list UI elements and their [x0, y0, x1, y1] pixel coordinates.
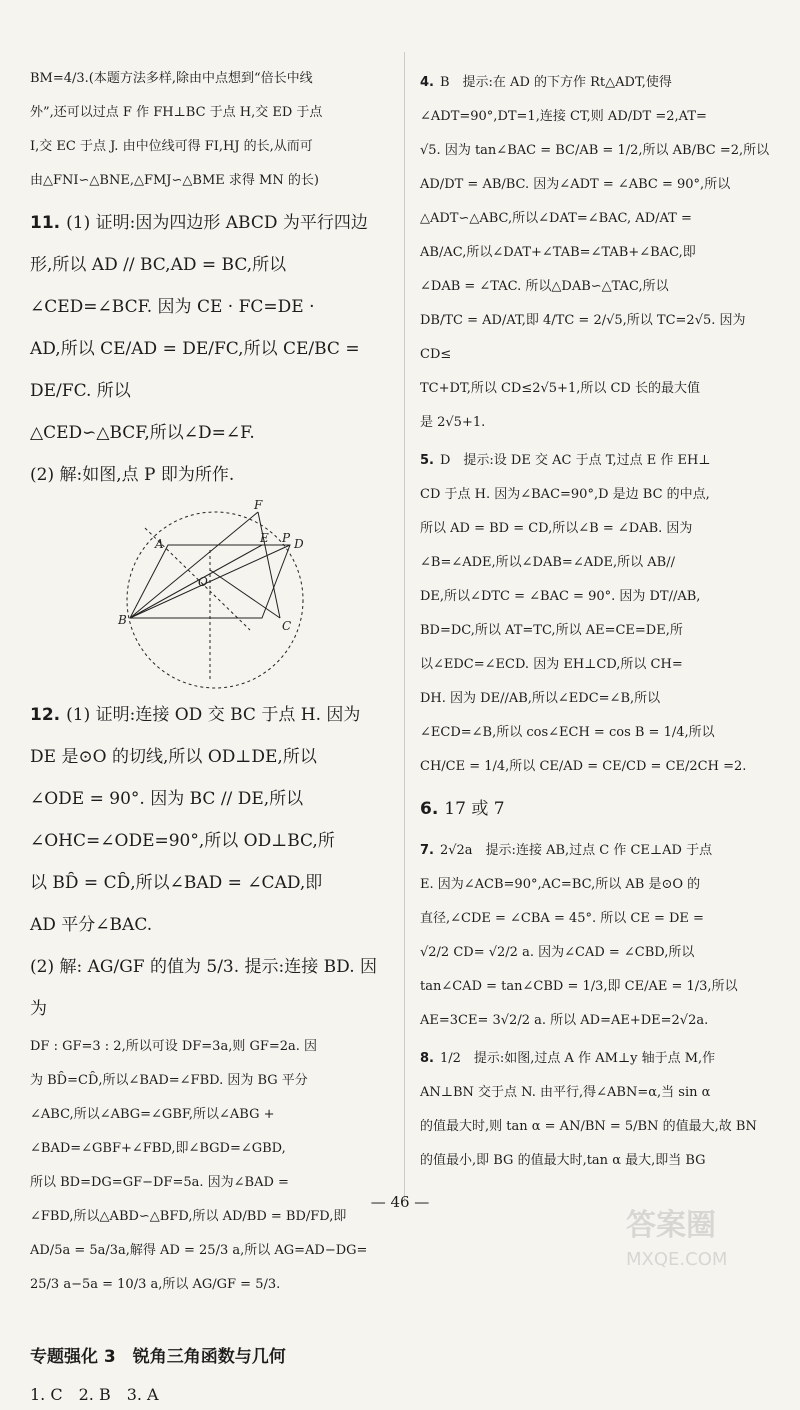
text-line: tan∠CAD = tan∠CBD = 1/3,即 CE/AE = 1/3,所以: [420, 979, 738, 994]
text-line: ∠B=∠ADE,所以∠DAB=∠ADE,所以 AB//: [420, 555, 675, 570]
text-line: 是 2√5+1.: [420, 415, 486, 430]
right-column: [420, 62, 780, 1178]
question-7: [420, 834, 780, 1038]
label-e: E: [260, 531, 269, 545]
text-line: 直径,∠CDE = ∠CBA = 45°. 所以 CE = DE =: [420, 911, 704, 926]
question-4: [420, 66, 780, 440]
geometry-figure: [110, 500, 320, 690]
label-p: P: [282, 531, 291, 545]
text-line: √2/2 CD= √2/2 a. 因为∠CAD = ∠CBD,所以: [420, 945, 695, 960]
text-line: AE=3CE= 3√2/2 a. 所以 AD=AE+DE=2√2a.: [420, 1013, 709, 1028]
text-line: (2) 解: AG/GF 的值为 5/3. 提示:连接 BD. 因为: [30, 957, 378, 1019]
text-line: AB/AC,所以∠DAT+∠TAB=∠TAB+∠BAC,即: [420, 245, 696, 260]
text-line: △CED∽△BCF,所以∠D=∠F.: [30, 423, 255, 443]
text-line: △ADT∽△ABC,所以∠DAT=∠BAC, AD/AT =: [420, 211, 692, 226]
text-line: 的值最小,即 BG 的值最大时,tan α 最大,即当 BG: [420, 1153, 706, 1168]
label-d: D: [294, 537, 304, 551]
label-f: F: [254, 500, 263, 512]
text-line: AN⊥BN 交于点 N. 由平行,得∠ABN=α,当 sin α: [420, 1085, 711, 1100]
hint-line: 所以 BD=DG=GF−DF=5a. 因为∠BAD =: [30, 1175, 289, 1190]
text-line: ∠OHC=∠ODE=90°,所以 OD⊥BC,所: [30, 831, 335, 851]
question-11: [30, 202, 392, 496]
text-line: ∠CED=∠BCF. 因为 CE · FC=DE ·: [30, 297, 315, 317]
text-line: √5. 因为 tan∠BAC = BC/AB = 1/2,所以 AB/BC =2,所以: [420, 143, 770, 158]
watermark-logo: [616, 1195, 786, 1275]
text-line: DB/TC = AD/AT,即 4/TC = 2/√5,所以 TC=2√5. 因为 CD≤: [420, 313, 746, 362]
text-line: 形,所以 AD // BC,AD = BC,所以: [30, 255, 287, 275]
question-number: 7.: [420, 843, 434, 858]
text-line: ∠ADT=90°,DT=1,连接 CT,则 AD/DT =2,AT=: [420, 109, 707, 124]
question-number: 11.: [30, 213, 61, 233]
segment-be: [130, 545, 262, 618]
text-line: TC+DT,所以 CD≤2√5+1,所以 CD 长的最大值: [420, 381, 700, 396]
watermark-text: 答案圈: [626, 1208, 716, 1243]
text-line: (1) 证明:连接 OD 交 BC 于点 H. 因为: [66, 705, 361, 725]
text-line: AD/DT = AB/BC. 因为∠ADT = ∠ABC = 90°,所以: [420, 177, 731, 192]
section-title: 专题强化 3 锐角三角函数与几何: [30, 1347, 286, 1367]
question-8: [420, 1042, 780, 1178]
text-line: BD=DC,所以 AT=TC,所以 AE=CE=DE,所: [420, 623, 683, 638]
text-line: CD 于点 H. 因为∠BAC=90°,D 是边 BC 的中点,: [420, 487, 710, 502]
question-number: 8.: [420, 1051, 434, 1066]
text-line: 以 BD̑ = CD̑,所以∠BAD = ∠CAD,即: [30, 873, 323, 893]
text-line: (2) 解:如图,点 P 即为所作.: [30, 465, 235, 485]
segment-fb: [130, 512, 258, 618]
label-c: C: [282, 619, 292, 633]
text-line: 的值最大时,则 tan α = AN/BN = 5/BN 的值最大,故 BN: [420, 1119, 757, 1134]
question-number: 12.: [30, 705, 61, 725]
column-divider: [404, 52, 405, 1202]
text-line: 1/2 提示:如图,过点 A 作 AM⊥y 轴于点 M,作: [439, 1051, 716, 1066]
text-line: DE 是⊙O 的切线,所以 OD⊥DE,所以: [30, 747, 317, 767]
text-line: ∠DAB = ∠TAC. 所以△DAB∽△TAC,所以: [420, 279, 669, 294]
hint-line: 25/3 a−5a = 10/3 a,所以 AG/GF = 5/3.: [30, 1277, 281, 1292]
text-line: 2√2a 提示:连接 AB,过点 C 作 CE⊥AD 于点: [439, 843, 713, 858]
label-o: O: [198, 575, 208, 589]
hint-line: 为 BD̑=CD̑,所以∠BAD=∠FBD. 因为 BG 平分: [30, 1073, 308, 1088]
intro-block: [30, 62, 392, 198]
text-line: CH/CE = 1/4,所以 CE/AD = CE/CD = CE/2CH =2.: [420, 759, 747, 774]
text-line: 17 或 7: [444, 799, 505, 819]
hint-line: ∠ABC,所以∠ABG=∠GBF,所以∠ABG +: [30, 1107, 275, 1122]
hint-line: ∠BAD=∠GBF+∠FBD,即∠BGD=∠GBD,: [30, 1141, 286, 1156]
label-a: A: [155, 537, 164, 551]
hint-line: ∠FBD,所以△ABD∽△BFD,所以 AD/BD = BD/FD,即: [30, 1209, 347, 1224]
question-6: [420, 788, 780, 830]
segment-oc: [210, 570, 280, 618]
text-line: I,交 EC 于点 J. 由中位线可得 FI,HJ 的长,从而可: [30, 139, 313, 154]
question-number: 5.: [420, 453, 434, 468]
label-b: B: [118, 613, 127, 627]
text-line: AD,所以 CE/AD = DE/FC,所以 CE/BC = DE/FC. 所以: [30, 339, 360, 401]
question-5: [420, 444, 780, 784]
text-line: DE,所以∠DTC = ∠BAC = 90°. 因为 DT//AB,: [420, 589, 701, 604]
question-number: 6.: [420, 799, 439, 819]
text-line: 所以 AD = BD = CD,所以∠B = ∠DAB. 因为: [420, 521, 693, 536]
text-line: AD 平分∠BAC.: [30, 915, 153, 935]
hint-line: AD/5a = 5a/3a,解得 AD = 25/3 a,所以 AG=AD−DG=: [30, 1243, 368, 1258]
text-line: ∠ODE = 90°. 因为 BC // DE,所以: [30, 789, 304, 809]
watermark-url: MXQE.COM: [626, 1249, 728, 1270]
answer-list: 1. C 2. B 3. A: [30, 1385, 159, 1404]
text-line: E. 因为∠ACB=90°,AC=BC,所以 AB 是⊙O 的: [420, 877, 701, 892]
text-line: 外”,还可以过点 F 作 FH⊥BC 于点 H,交 ED 于点: [30, 105, 323, 120]
question-number: 4.: [420, 75, 434, 90]
text-line: B 提示:在 AD 的下方作 Rt△ADT,使得: [439, 75, 672, 90]
page-number: — 46 —: [370, 1193, 430, 1211]
segment-fc: [258, 512, 280, 618]
text-line: DH. 因为 DE//AB,所以∠EDC=∠B,所以: [420, 691, 661, 706]
text-line: D 提示:设 DE 交 AC 于点 T,过点 E 作 EH⊥: [439, 453, 711, 468]
text-line: BM=4/3.(本题方法多样,除由中点想到“倍长中线: [30, 71, 313, 86]
text-line: (1) 证明:因为四边形 ABCD 为平行四边: [66, 213, 368, 233]
text-line: 由△FNI∽△BNE,△FMJ∽△BME 求得 MN 的长): [30, 173, 319, 188]
text-line: 以∠EDC=∠ECD. 因为 EH⊥CD,所以 CH=: [420, 657, 683, 672]
hint-line: DF : GF=3 : 2,所以可设 DF=3a,则 GF=2a. 因: [30, 1039, 318, 1054]
text-line: ∠ECD=∠B,所以 cos∠ECH = cos B = 1/4,所以: [420, 725, 715, 740]
